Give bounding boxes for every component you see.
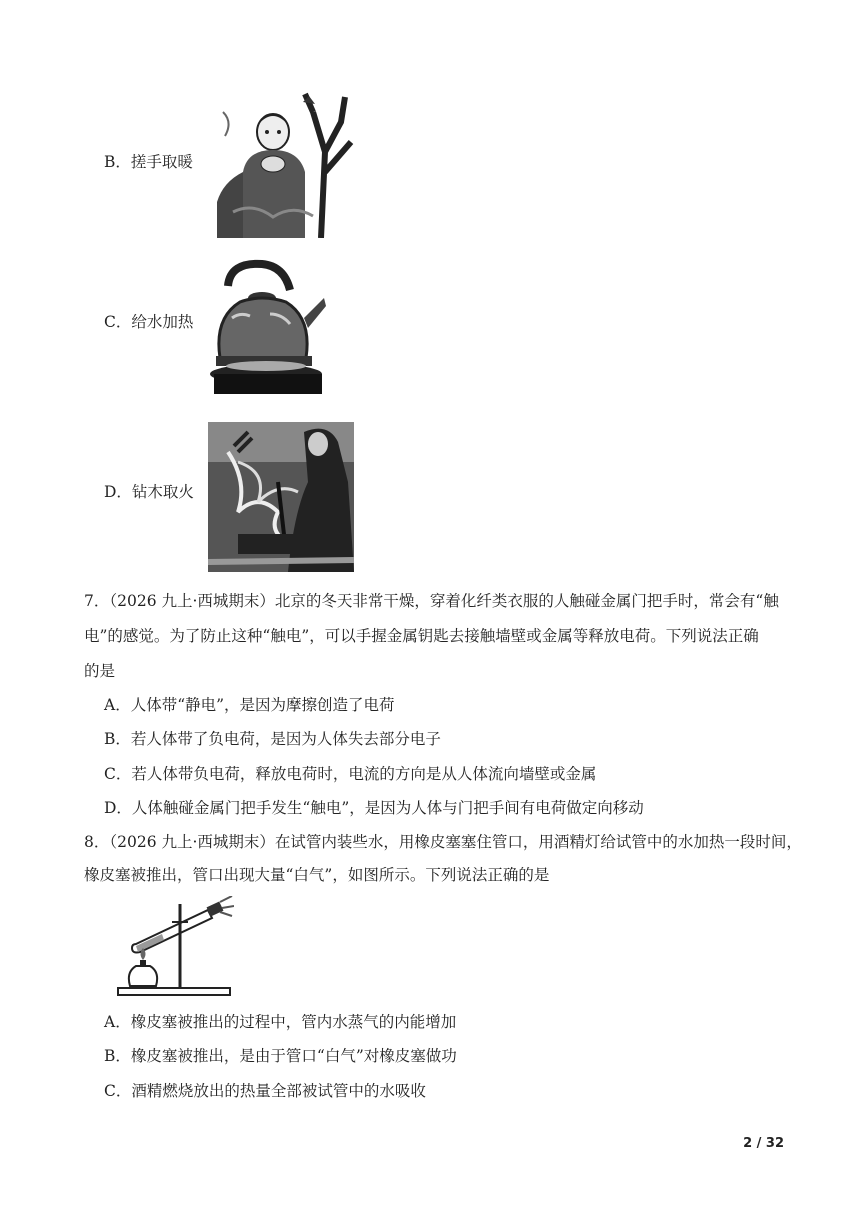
q7-stem-line-3: 的是 — [84, 662, 116, 680]
option-c-label: C．给水加热 — [104, 313, 194, 331]
drilling-wood-fire-image — [208, 422, 354, 572]
page-number: 2 / 32 — [743, 1136, 784, 1151]
q7-option-c: C．若人体带负电荷，释放电荷时，电流的方向是从人体流向墙壁或金属 — [104, 765, 597, 783]
q8-stem-line-2: 橡皮塞被推出，管口出现大量“白气”，如图所示。下列说法正确的是 — [84, 866, 550, 884]
q7-option-b: B．若人体带了负电荷，是因为人体失去部分电子 — [104, 730, 441, 748]
q7-option-d: D．人体触碰金属门把手发生“触电”，是因为人体与门把手间有电荷做定向移动 — [104, 799, 644, 817]
q8-stem-line-1: 8．（2026 九上·西城期末）在试管内装些水，用橡皮塞塞住管口，用酒精灯给试管中的水加热一段时间， — [84, 833, 802, 851]
q7-option-a: A．人体带“静电”，是因为摩擦创造了电荷 — [104, 696, 395, 714]
q8-option-c: C．酒精燃烧放出的热量全部被试管中的水吸收 — [104, 1082, 426, 1100]
test-tube-apparatus-image — [116, 896, 234, 998]
kettle-image — [210, 258, 330, 398]
q8-option-b: B．橡皮塞被推出，是由于管口“白气”对橡皮塞做功 — [104, 1047, 457, 1065]
option-b-label: B．搓手取暖 — [104, 153, 193, 171]
option-d-label: D．钻木取火 — [104, 483, 194, 501]
q7-stem-line-2: 电”的感觉。为了防止这种“触电”，可以手握金属钥匙去接触墙壁或金属等释放电荷。下列说法正确 — [84, 627, 759, 645]
rubbing-hands-image — [213, 92, 355, 238]
q8-option-a: A．橡皮塞被推出的过程中，管内水蒸气的内能增加 — [104, 1013, 457, 1031]
q7-stem-line-1: 7．（2026 九上·西城期末）北京的冬天非常干燥，穿着化纤类衣服的人触碰金属门把手时，常会有“触 — [84, 592, 779, 610]
